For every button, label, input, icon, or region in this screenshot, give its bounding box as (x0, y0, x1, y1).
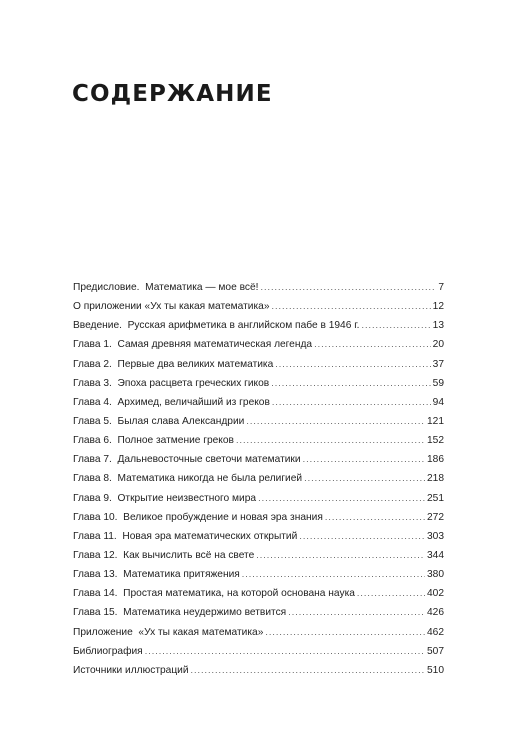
toc-entry-page-number: 152 (427, 435, 444, 447)
toc-entry-label: Глава 3. Эпоха расцвета греческих гиков (73, 377, 270, 389)
toc-entry-label: Глава 14. Простая математика, на которой основана наука (73, 588, 355, 600)
toc-entry-page-number: 380 (427, 569, 444, 581)
toc-entry-label: Глава 15. Математика неудержимо ветвится (73, 607, 287, 619)
toc-entry-page-number: 94 (432, 396, 444, 408)
toc-entry (73, 603, 444, 622)
toc-entry-page-number: 218 (427, 473, 444, 485)
toc-entry (73, 584, 444, 603)
dot-leader (246, 412, 425, 431)
dot-leader (299, 527, 425, 546)
toc-entry (73, 412, 444, 431)
toc-entry-label: Глава 1. Самая древняя математическая легенда (73, 339, 313, 351)
dot-leader (357, 584, 425, 603)
dot-leader (265, 623, 425, 642)
dot-leader (236, 431, 425, 450)
toc-entry (73, 355, 444, 374)
toc-entry-label: Глава 4. Архимед, величайший из греков (73, 396, 270, 408)
toc-entry (73, 431, 444, 450)
toc-entry-label: Глава 12. Как вычислить всё на свете (73, 549, 255, 561)
dot-leader (275, 355, 430, 374)
page-title: СОДЕРЖАНИЕ (72, 81, 273, 107)
toc-entry (73, 546, 444, 565)
toc-entry (73, 661, 444, 680)
toc-entry-label: Библиография (73, 645, 143, 657)
toc-entry-label: Глава 6. Полное затмение греков (73, 435, 234, 447)
toc-entry-page-number: 272 (427, 511, 444, 523)
toc-entry-page-number: 37 (432, 358, 444, 370)
toc-entry (73, 316, 444, 335)
dot-leader (260, 278, 436, 297)
toc-entry-label: Глава 13. Математика притяжения (73, 569, 240, 581)
toc-entry-page-number: 121 (427, 415, 444, 427)
toc-entry-label: Глава 2. Первые два великих математика (73, 358, 274, 370)
toc-entry-label: Введение. Русская арифметика в английском пабе в 1946 г. (73, 320, 360, 332)
dot-leader (304, 469, 425, 488)
toc-entry (73, 374, 444, 393)
toc-entry (73, 278, 444, 297)
toc-entry-page-number: 251 (427, 492, 444, 504)
toc-entry-label: Глава 11. Новая эра математических открытий (73, 530, 298, 542)
dot-leader (303, 450, 425, 469)
toc-entry-page-number: 462 (427, 626, 444, 638)
dot-leader (272, 393, 431, 412)
dot-leader (145, 642, 425, 661)
dot-leader (271, 374, 430, 393)
toc-entry (73, 450, 444, 469)
toc-entry (73, 393, 444, 412)
dot-leader (362, 316, 431, 335)
toc-entry-label: Источники иллюстраций (73, 664, 189, 676)
toc-entry (73, 297, 444, 316)
toc-entry-label: Приложение «Ух ты какая математика» (73, 626, 264, 638)
toc-entry-label: Глава 8. Математика никогда не была религией (73, 473, 303, 485)
toc-entry-page-number: 20 (432, 339, 444, 351)
toc-entry-page-number: 426 (427, 607, 444, 619)
toc-entry (73, 623, 444, 642)
toc-entry (73, 489, 444, 508)
toc-entry-label: Предисловие. Математика — мое всё! (73, 282, 259, 293)
toc-entry-page-number: 13 (432, 320, 444, 332)
toc-entry (73, 642, 444, 661)
dot-leader (242, 565, 425, 584)
toc-entry (73, 335, 444, 354)
toc-entry-page-number: 12 (432, 301, 444, 313)
toc-entry-label: Глава 5. Былая слава Александрии (73, 415, 245, 427)
toc-entry-page-number: 402 (427, 588, 444, 600)
dot-leader (325, 508, 425, 527)
dot-leader (191, 661, 425, 680)
toc-entry-label: О приложении «Ух ты какая математика» (73, 301, 270, 313)
toc-entry-page-number: 186 (427, 454, 444, 466)
dot-leader (272, 297, 431, 316)
toc-entry-page-number: 510 (427, 664, 444, 676)
dot-leader (288, 603, 425, 622)
toc-entry-page-number: 59 (432, 377, 444, 389)
toc-entry-page-number: 344 (427, 549, 444, 561)
dot-leader (258, 489, 425, 508)
toc-entry (73, 508, 444, 527)
toc-entry-label: Глава 10. Великое пробуждение и новая эра знания (73, 511, 323, 523)
dot-leader (314, 335, 431, 354)
toc-entry-page-number: 303 (427, 530, 444, 542)
table-of-contents (73, 278, 444, 680)
toc-entry (73, 527, 444, 546)
toc-entry-label: Глава 7. Дальневосточные светочи математики (73, 454, 301, 466)
toc-entry-page-number: 7 (438, 282, 444, 293)
toc-entry (73, 469, 444, 488)
dot-leader (256, 546, 425, 565)
toc-entry (73, 565, 444, 584)
toc-entry-page-number: 507 (427, 645, 444, 657)
toc-entry-label: Глава 9. Открытие неизвестного мира (73, 492, 257, 504)
